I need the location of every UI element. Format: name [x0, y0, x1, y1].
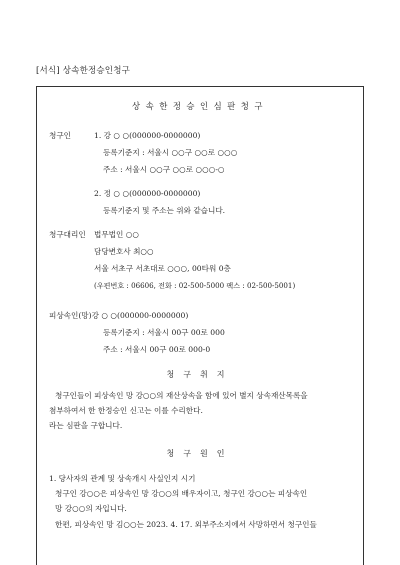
agent-label: 청구대리인 [49, 230, 86, 239]
document-title: 상속한정승인심판청구 [132, 101, 268, 111]
cause-heading: 청구원인 [166, 449, 234, 458]
claimant1-name: 1. 강 ○ ○(000000-0000000) [94, 131, 201, 140]
decedent-address: 주소 : 서울시 00구 00로 000-0 [103, 345, 211, 354]
claimant1-registered-address: 등록기준지 : 서울시 ○○구 ○○로 ○○○ [103, 148, 238, 157]
purpose-line-2: 첨부하여서 한 한정승인 신고는 이를 수리한다. [49, 406, 203, 415]
agent-firm: 법무법인 ○○ [94, 230, 140, 239]
document-box [36, 86, 364, 565]
cause-line-1: 청구인 강○○은 피상속인 망 강○○의 배우자이고, 청구인 강○○는 피상속인 [55, 489, 308, 498]
decedent-registered-address: 등록기준지 : 서울시 00구 00로 000 [103, 328, 225, 337]
claimants-label: 청구인 [49, 131, 72, 140]
cause-line-2: 망 강○○의 자입니다. [55, 504, 127, 513]
agent-contact: (우편번호 : 06606, 전화 : 02-500-5000 팩스 : 02-500-5001) [94, 281, 296, 290]
claimant2-address-note: 등록기준지 및 주소는 위와 같습니다. [103, 206, 226, 215]
cause-item1-title: 1. 당사자의 관계 및 상속개시 사실인지 시기 [49, 474, 196, 483]
decedent-label: 피상속인(망)강 ○ ○(000000-0000000) [49, 311, 189, 320]
purpose-heading: 청구취지 [166, 370, 234, 379]
form-label: [서식] 상속한정승인청구 [36, 66, 131, 76]
claimant2-name: 2. 정 ○ ○(000000-0000000) [94, 189, 201, 198]
agent-lawyer: 담당변호사 최○○ [94, 247, 154, 256]
agent-address: 서울 서초구 서초대로 ○○○, 00타워 0층 [94, 264, 231, 273]
purpose-line-3: 라는 심판을 구합니다. [49, 421, 123, 430]
claimant1-address: 주소 : 서울시 ○○구 ○○로 ○○○-○ [103, 165, 225, 174]
cause-line-3: 한편, 피상속인 망 김○○는 2023. 4. 17. 외부주소지에서 사망하면서 청구인들 [55, 520, 317, 529]
purpose-line-1: 청구인들이 피상속인 망 강○○의 재산상속을 함에 있어 별지 상속재산목록을 [55, 391, 308, 400]
